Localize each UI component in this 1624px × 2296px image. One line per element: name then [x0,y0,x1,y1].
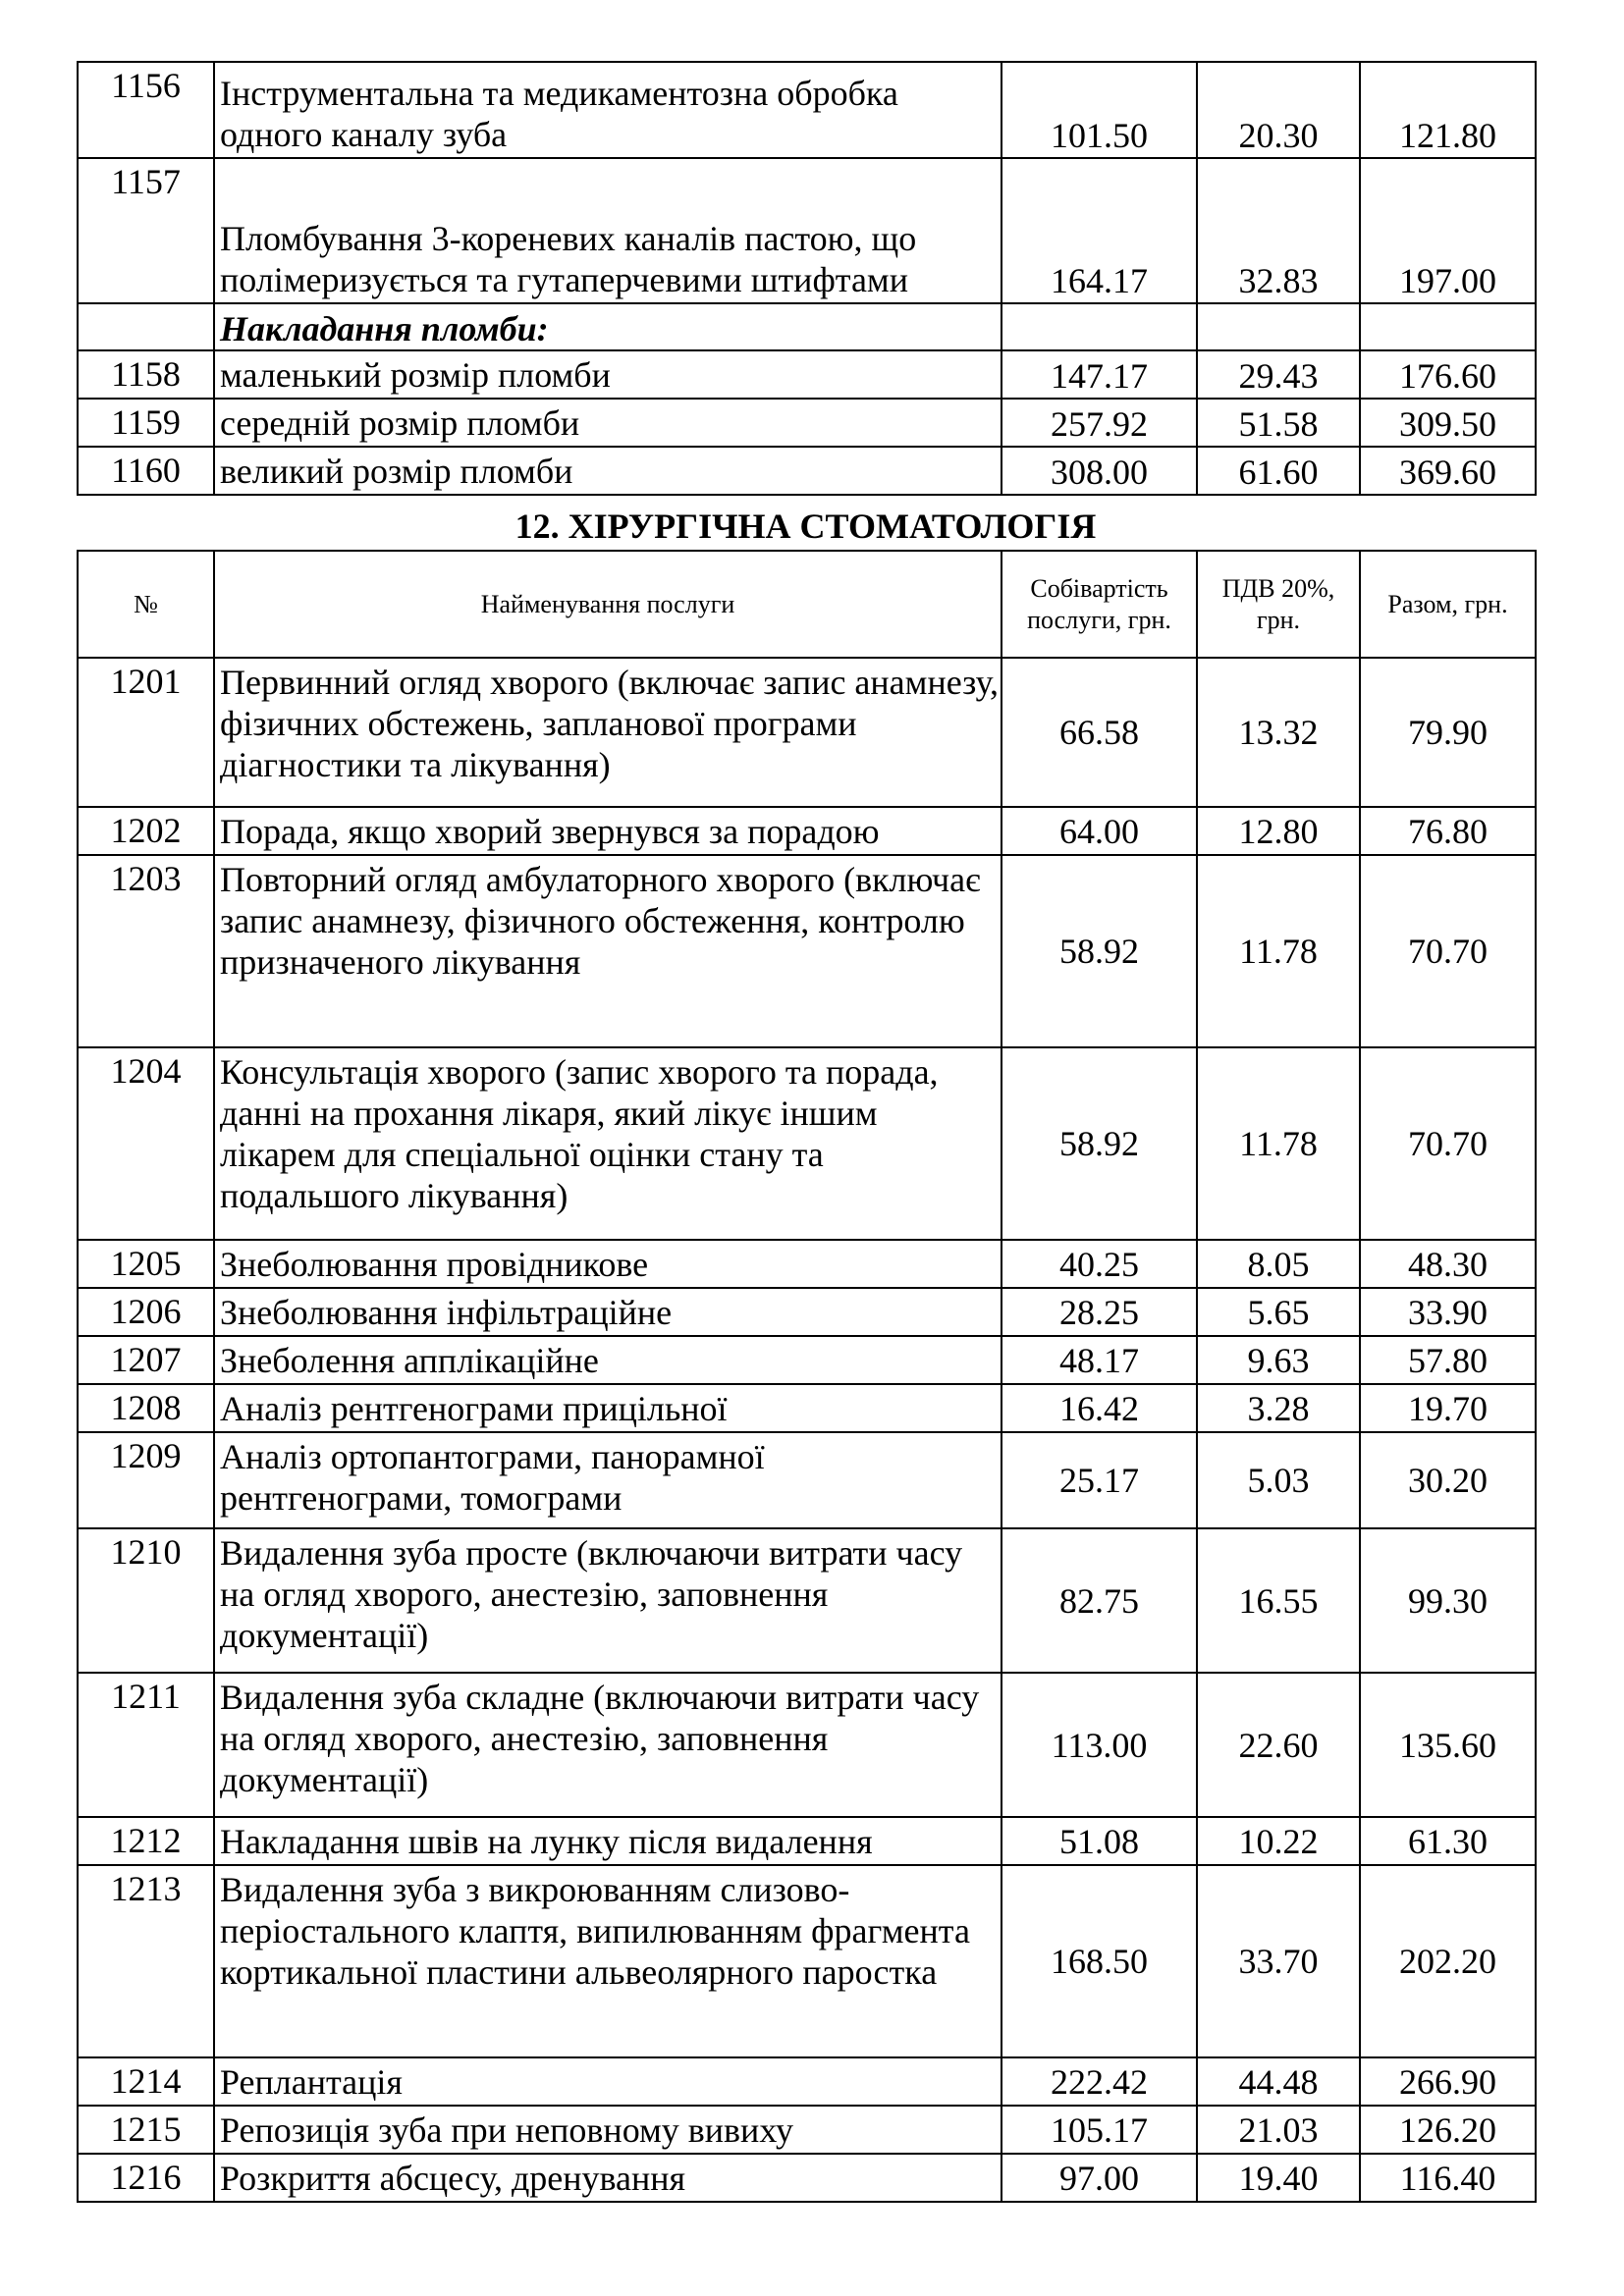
service-cost: 105.17 [1001,2106,1197,2154]
service-name: Аналіз ортопантограми, панорамної рентгенограми, томограми [214,1432,1001,1528]
subheading-filling: Накладання пломби: [214,303,1001,350]
table-row [78,807,1536,855]
service-total: 135.60 [1360,1673,1536,1817]
service-number: 1204 [78,1047,214,1240]
service-total: 30.20 [1360,1432,1536,1528]
service-number: 1158 [78,350,214,399]
service-total: 48.30 [1360,1240,1536,1288]
table-row [78,1673,1536,1817]
table-row [78,2154,1536,2202]
service-total: 309.50 [1360,399,1536,447]
service-name: Видалення зуба з викроюванням слизово-періостального клаптя, випилюванням фрагмента кортикальної пластини альвеолярного паростка [214,1865,1001,2057]
service-number: 1211 [78,1673,214,1817]
service-number: 1201 [78,658,214,807]
service-name: Аналіз рентгенограми прицільної [214,1384,1001,1432]
service-total: 19.70 [1360,1384,1536,1432]
service-cost: 51.08 [1001,1817,1197,1865]
header-number: № [78,551,214,658]
table-row [78,350,1536,399]
service-vat: 32.83 [1197,158,1360,303]
header-vat: ПДВ 20%, грн. [1197,551,1360,658]
service-cost: 257.92 [1001,399,1197,447]
service-vat: 10.22 [1197,1817,1360,1865]
service-total: 79.90 [1360,658,1536,807]
service-name: Знеболювання провідникове [214,1240,1001,1288]
header-total: Разом, грн. [1360,551,1536,658]
empty-cell [1197,303,1360,350]
empty-cell [1001,303,1197,350]
service-total: 116.40 [1360,2154,1536,2202]
service-name: Видалення зуба складне (включаючи витрати часу на огляд хворого, анестезію, заповнення документації) [214,1673,1001,1817]
service-number: 1160 [78,447,214,495]
table-row [78,158,1536,303]
service-total: 202.20 [1360,1865,1536,2057]
service-cost: 25.17 [1001,1432,1197,1528]
service-total: 197.00 [1360,158,1536,303]
service-number: 1205 [78,1240,214,1288]
service-vat: 11.78 [1197,855,1360,1047]
service-cost: 48.17 [1001,1336,1197,1384]
service-name: Інструментальна та медикаментозна обробка одного каналу зуба [214,62,1001,158]
service-vat: 11.78 [1197,1047,1360,1240]
header-service-name: Найменування послуги [214,551,1001,658]
service-name: Знеболювання інфільтраційне [214,1288,1001,1336]
table-row [78,1528,1536,1673]
service-cost: 164.17 [1001,158,1197,303]
service-name: Пломбування 3-кореневих каналів пастою, що полімеризується та гутаперчевими штифтами [214,158,1001,303]
dental-fill-table [77,61,1537,496]
service-vat: 16.55 [1197,1528,1360,1673]
service-name: Порада, якщо хворий звернувся за порадою [214,807,1001,855]
service-vat: 21.03 [1197,2106,1360,2154]
service-cost: 97.00 [1001,2154,1197,2202]
table-row [78,1047,1536,1240]
service-vat: 9.63 [1197,1336,1360,1384]
service-total: 33.90 [1360,1288,1536,1336]
service-cost: 16.42 [1001,1384,1197,1432]
service-number: 1159 [78,399,214,447]
subheading-row [78,303,1536,350]
table-row [78,1384,1536,1432]
table-row [78,399,1536,447]
service-cost: 168.50 [1001,1865,1197,2057]
service-number: 1212 [78,1817,214,1865]
service-name: великий розмір пломби [214,447,1001,495]
service-name: Накладання швів на лунку після видалення [214,1817,1001,1865]
service-total: 70.70 [1360,855,1536,1047]
service-total: 126.20 [1360,2106,1536,2154]
service-vat: 12.80 [1197,807,1360,855]
service-cost: 58.92 [1001,1047,1197,1240]
service-cost: 308.00 [1001,447,1197,495]
header-cost: Собівартість послуги, грн. [1001,551,1197,658]
table-row [78,1336,1536,1384]
service-number: 1215 [78,2106,214,2154]
service-total: 57.80 [1360,1336,1536,1384]
service-number: 1213 [78,1865,214,2057]
table-row [78,1865,1536,2057]
table-row [78,658,1536,807]
service-cost: 101.50 [1001,62,1197,158]
service-name: Реплантація [214,2057,1001,2106]
table-row [78,1240,1536,1288]
service-cost: 40.25 [1001,1240,1197,1288]
service-number: 1210 [78,1528,214,1673]
service-cost: 82.75 [1001,1528,1197,1673]
service-cost: 28.25 [1001,1288,1197,1336]
surgery-price-table [77,550,1537,2203]
service-cost: 64.00 [1001,807,1197,855]
service-total: 121.80 [1360,62,1536,158]
service-number: 1206 [78,1288,214,1336]
service-vat: 33.70 [1197,1865,1360,2057]
service-vat: 61.60 [1197,447,1360,495]
table-header-row [78,551,1536,658]
table-row [78,1817,1536,1865]
section-title: 12. ХІРУРГІЧНА СТОМАТОЛОГІЯ [514,507,1097,546]
service-total: 99.30 [1360,1528,1536,1673]
service-name: Видалення зуба просте (включаючи витрати часу на огляд хворого, анестезію, заповнення документації) [214,1528,1001,1673]
service-vat: 19.40 [1197,2154,1360,2202]
service-number: 1214 [78,2057,214,2106]
service-name: маленький розмір пломби [214,350,1001,399]
table-row [78,855,1536,1047]
service-cost: 222.42 [1001,2057,1197,2106]
service-total: 369.60 [1360,447,1536,495]
service-vat: 20.30 [1197,62,1360,158]
service-name: Розкриття абсцесу, дренування [214,2154,1001,2202]
service-total: 266.90 [1360,2057,1536,2106]
service-name: Репозиція зуба при неповному вивиху [214,2106,1001,2154]
service-number: 1203 [78,855,214,1047]
service-name: середній розмір пломби [214,399,1001,447]
service-cost: 147.17 [1001,350,1197,399]
service-number: 1157 [78,158,214,303]
service-name: Знеболення апплікаційне [214,1336,1001,1384]
service-vat: 13.32 [1197,658,1360,807]
service-vat: 44.48 [1197,2057,1360,2106]
table-row [78,62,1536,158]
table-row [78,1288,1536,1336]
service-cost: 66.58 [1001,658,1197,807]
table-row [78,1432,1536,1528]
service-total: 176.60 [1360,350,1536,399]
service-total: 70.70 [1360,1047,1536,1240]
table-row [78,2057,1536,2106]
table-row [78,447,1536,495]
service-number: 1208 [78,1384,214,1432]
service-total: 61.30 [1360,1817,1536,1865]
service-vat: 22.60 [1197,1673,1360,1817]
service-number: 1209 [78,1432,214,1528]
empty-cell [78,303,214,350]
service-number: 1216 [78,2154,214,2202]
service-name: Консультація хворого (запис хворого та порада, данні на прохання лікаря, який лікує іншим лікарем для спеціальної оцінки стану та подальшого лікування) [214,1047,1001,1240]
service-number: 1207 [78,1336,214,1384]
service-vat: 5.65 [1197,1288,1360,1336]
empty-cell [1360,303,1536,350]
service-name: Повторний огляд амбулаторного хворого (включає запис анамнезу, фізичного обстеження, контролю призначеного лікування [214,855,1001,1047]
service-vat: 8.05 [1197,1240,1360,1288]
service-vat: 5.03 [1197,1432,1360,1528]
service-vat: 29.43 [1197,350,1360,399]
service-number: 1156 [78,62,214,158]
service-total: 76.80 [1360,807,1536,855]
service-name: Первинний огляд хворого (включає запис анамнезу, фізичних обстежень, запланової програми діагностики та лікування) [214,658,1001,807]
service-vat: 51.58 [1197,399,1360,447]
service-cost: 58.92 [1001,855,1197,1047]
table-row [78,2106,1536,2154]
service-vat: 3.28 [1197,1384,1360,1432]
service-cost: 113.00 [1001,1673,1197,1817]
service-number: 1202 [78,807,214,855]
